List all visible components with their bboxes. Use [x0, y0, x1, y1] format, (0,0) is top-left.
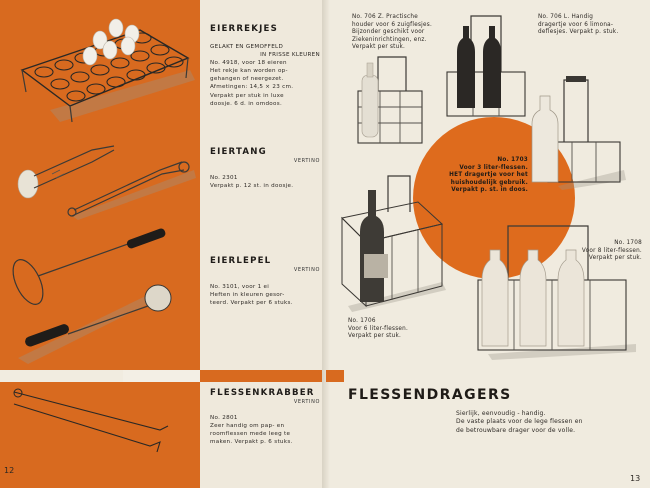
caption-1706 [348, 318, 438, 341]
caption-line: Voor 8 liter-flessen. [581, 247, 642, 254]
caption-line: Verpakt p. st. in doos. [451, 187, 528, 194]
body-line: maken. Verpakt p. 6 stuks. [210, 439, 293, 446]
caption-line: Verpakt per stuk. [352, 44, 406, 51]
egg-spoon-image [8, 230, 198, 365]
body-line: No. 2801 [210, 415, 238, 421]
carrier-1703-image [528, 70, 628, 190]
caption-line: No. 1703 [497, 157, 528, 163]
caption-line: No. 706 Z. Practische [352, 14, 418, 20]
caption-line: Verpakt per stuk. [588, 255, 642, 262]
body-line: teerd. Verpakt per 6 stuks. [210, 300, 293, 307]
section-flessenkrabber [210, 388, 320, 446]
caption-line: Bijzonder geschikt voor [352, 29, 425, 36]
left-text-column [200, 0, 326, 488]
caption-line: Voor 6 liter-flessen. [348, 325, 409, 332]
light-strip [123, 370, 200, 382]
body-line: Verpakt p. 12 st. in doosje. [210, 183, 294, 190]
body-line: Het rekje kan worden op- [210, 68, 288, 75]
caption-line: Voor 3 liter-flessen. [459, 164, 528, 171]
body-line: No. 3101, voor 1 ei [210, 284, 270, 290]
section-subtitle: VERTINO [293, 267, 320, 273]
section-body [210, 174, 320, 190]
caption-1703 [432, 157, 528, 195]
caption-line: huishoudelijk gebruik. [450, 179, 528, 186]
bottle-scraper-image [10, 384, 195, 459]
egg-rack-image [10, 10, 195, 125]
section-title: EIERREKJES [210, 24, 278, 34]
body-line: IN FRISSE KLEUREN [260, 52, 320, 59]
section-title: EIERLEPEL [210, 256, 272, 266]
section-title: EIERTANG [210, 147, 267, 157]
body-line: Verpakt per stuk in luxe [210, 92, 284, 99]
page-gutter [322, 0, 330, 488]
body-line: Zeer handig om pap- en [210, 423, 285, 430]
orange-bar [326, 370, 344, 382]
body-line: No. 2301 [210, 175, 238, 181]
section-body [210, 283, 320, 307]
caption-line: No. 1708 [614, 240, 642, 246]
caption-706z [352, 14, 448, 52]
carrier-706l-image [443, 12, 533, 122]
egg-tongs-image [12, 140, 197, 220]
page-number-left: 12 [4, 466, 15, 475]
section-eierrekjes [210, 24, 320, 108]
section-title: FLESSENKRABBER [210, 388, 315, 398]
description-line: Sierlijk, eenvoudig - handig. [456, 410, 546, 417]
caption-line: Verpakt per stuk. [348, 333, 402, 340]
body-line: Heften in kleuren gesor- [210, 292, 285, 299]
section-subtitle: VERTINO [293, 158, 320, 164]
body-line: Afmetingen: 14,5 × 23 cm. [210, 84, 294, 91]
section-eiertang [210, 147, 320, 190]
body-line: roomflessen mede leeg te [210, 431, 291, 438]
page-description [456, 410, 636, 435]
page-number-right: 13 [630, 474, 641, 483]
caption-line: Ziekeninrichtingen, enz. [352, 36, 427, 43]
description-line: De vaste plaats voor de lege flessen en [456, 418, 583, 426]
body-line: gehangen of neergezet. [210, 76, 284, 83]
description-line: de betrouwbare drager voor de volle. [456, 426, 576, 434]
caption-706l [538, 14, 638, 37]
caption-line: No. 1706 [348, 318, 376, 324]
section-body [210, 43, 320, 108]
caption-line: No. 706 L. Handig [538, 14, 594, 20]
caption-1708 [552, 240, 642, 263]
body-line: GELAKT EN GEMOFFELD [210, 44, 284, 50]
body-line: No. 4918, voor 18 eieren [210, 60, 287, 67]
caption-line: deflesjes. Verpakt p. stuk. [538, 29, 619, 36]
page-title: FLESSENDRAGERS [348, 387, 512, 403]
section-eierlepel [210, 256, 320, 307]
body-line: doosje. 6 d. in omdoos. [210, 100, 283, 107]
caption-line: houder voor 6 zuigflesjes. [352, 21, 433, 28]
section-body [210, 414, 320, 446]
carrier-706z-image [352, 55, 432, 155]
caption-line: HET dragertje voor het [449, 172, 528, 179]
section-subtitle: VERTINO [293, 399, 320, 405]
caption-line: dragertje voor 6 limona- [538, 21, 614, 28]
